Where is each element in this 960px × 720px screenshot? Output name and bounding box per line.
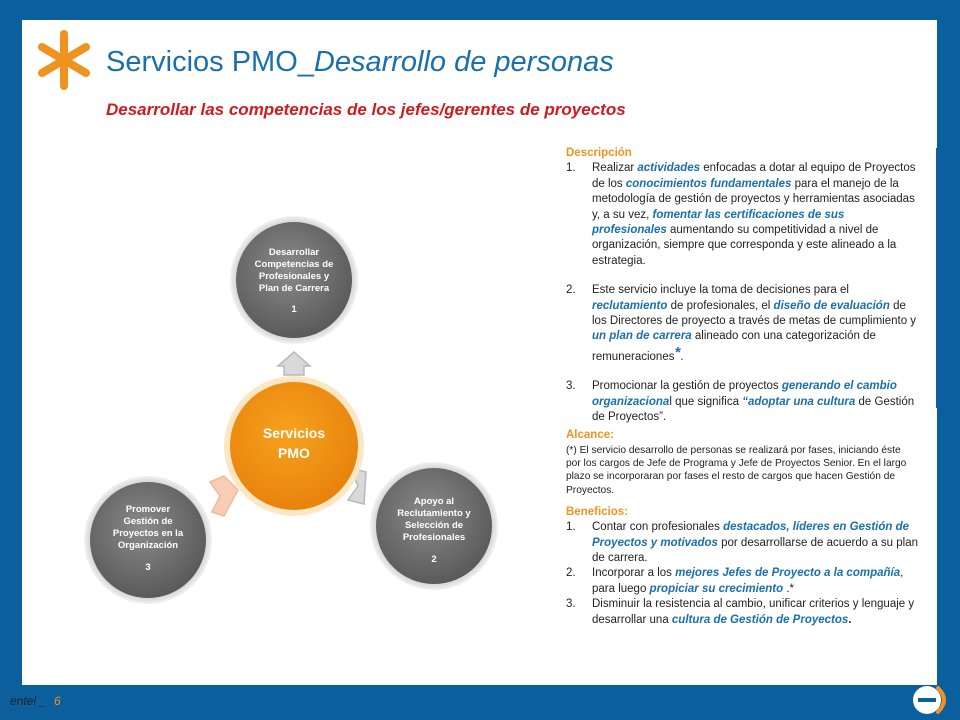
page-title <box>106 46 614 79</box>
alcance-header: Alcance: <box>566 428 614 441</box>
node-3-number: 3 <box>145 562 151 573</box>
footer <box>10 694 61 708</box>
node-1-line-1: Desarrollar <box>268 247 320 258</box>
node-3-line-3: Proyectos en la <box>112 528 184 539</box>
arrow-up-icon <box>278 352 310 375</box>
node-2-line-2: Reclutamiento y <box>397 508 471 519</box>
node-2-line-3: Selección de <box>404 520 464 531</box>
descripcion-item-2: 2. Este servicio incluye la toma de decisiones para el reclutamiento de profesionales, el diseño de evaluación de los Directores de proyecto a través de metas de cumplimiento y un plan de carrera alineado con una categorización de remuneraciones*. <box>566 284 917 363</box>
text-panel <box>566 146 918 628</box>
node-3-line-2: Gestión de <box>123 516 173 527</box>
page-number: 6 <box>54 694 61 708</box>
center-node <box>224 376 364 516</box>
beneficios-item-1: 1. Contar con profesionales destacados, líderes en Gestión de Proyectos y motivados por desarrollarse de acuerdo a su plan de carrera. <box>566 521 918 564</box>
footer-brand: entel _ <box>10 694 47 708</box>
beneficios-item-2: 2. Incorporar a los mejores Jefes de Proyecto a la compañía, para luego propiciar su crecimiento .* <box>566 567 904 595</box>
right-edge-band <box>936 148 960 408</box>
node-3-line-4: Organización <box>117 540 179 551</box>
descripcion-header: Descripción <box>566 147 632 159</box>
beneficios-list <box>566 520 918 628</box>
spacer <box>566 365 918 379</box>
node-2-line-1: Apoyo al <box>413 496 455 507</box>
descripcion-list <box>566 161 918 425</box>
spacer <box>566 269 918 283</box>
descripcion-item-1: 1. Realizar actividades enfocadas a dotar al equipo de Proyectos de los conocimientos fundamentales para el manejo de la metodología de gestión de proyectos y herramientas asociadas y, a su vez, fomentar las certificaciones de sus profesionales aumentando su competitividad a nivel de organización, siempre que corresponda y este alineado a la estrategia. <box>566 162 916 267</box>
entel-logo-icon <box>910 682 952 718</box>
node-3-line-1: Promover <box>125 504 171 515</box>
alcance-text: (*) El servicio desarrollo de personas se realizará por fases, iniciando éste por los cargos de Jefe de Programa y Jefe de Proyectos Senior. En el largo plazo se incorporaran por fases el resto de cargos que hacen Gestión de Proyectos. <box>566 444 907 496</box>
page-subtitle: Desarrollar las competencias de los jefes/gerentes de proyectos <box>106 100 626 119</box>
title-italic: Desarrollo de personas <box>313 46 614 78</box>
node-1-line-4: Plan de Carrera <box>258 283 330 294</box>
node-3 <box>84 476 212 604</box>
asterisk-icon <box>38 30 90 90</box>
node-2-line-4: Profesionales <box>402 532 466 543</box>
services-cycle-diagram <box>60 200 540 620</box>
beneficios-item-3: 3. Disminuir la resistencia al cambio, unificar criterios y lenguaje y desarrollar una cultura de Gestión de Proyectos. <box>566 598 915 626</box>
node-1-line-2: Competencias de <box>254 259 334 270</box>
node-2-number: 2 <box>431 554 437 565</box>
title-main: Servicios PMO_ <box>106 46 314 78</box>
node-1-line-3: Profesionales y <box>258 271 330 282</box>
descripcion-item-3: 3. Promocionar la gestión de proyectos generando el cambio organizacional que significa “adoptar una cultura de Gestión de Proyectos”. <box>566 380 915 424</box>
node-1-number: 1 <box>291 304 297 315</box>
node-1 <box>230 216 358 344</box>
beneficios-header: Beneficios: <box>566 505 628 518</box>
center-line-1: Servicios <box>262 425 326 441</box>
center-line-2: PMO <box>278 445 310 461</box>
node-2 <box>370 462 498 590</box>
arrow-left-icon <box>210 476 238 516</box>
